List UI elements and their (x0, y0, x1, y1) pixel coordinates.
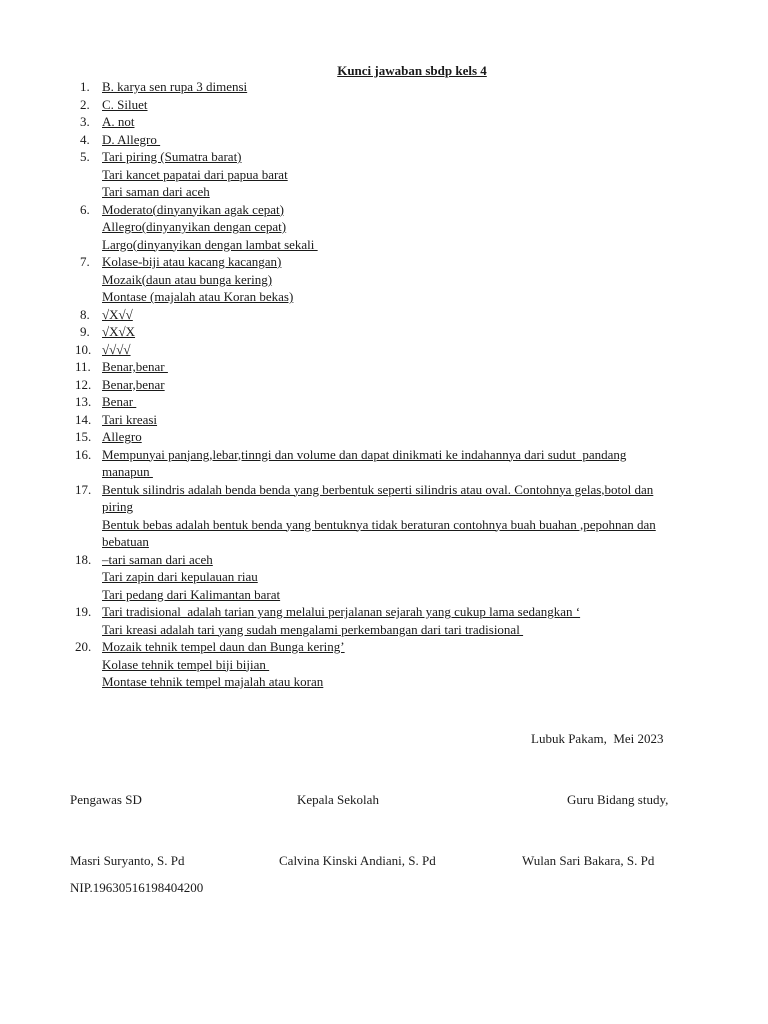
answer-line: √X√√ (102, 306, 133, 322)
answer-line: Benar,benar (102, 376, 165, 392)
answer-item (0, 131, 768, 149)
signature-title-teacher: Guru Bidang study, (567, 792, 669, 807)
answer-number: 8. (80, 306, 90, 322)
answer-item (0, 323, 768, 341)
answer-line: Tari kreasi (102, 411, 158, 427)
answer-item (0, 78, 768, 96)
answer-number: 6. (80, 201, 90, 217)
answer-line: Moderato(dinyanyikan agak cepat) (102, 201, 284, 217)
signature-name-supervisor: Masri Suryanto, S. Pd (70, 853, 185, 868)
answer-item (0, 96, 768, 114)
answer-line: Tari zapin dari kepulauan riau (102, 569, 258, 584)
answer-line: –tari saman dari aceh (102, 551, 213, 567)
answer-number: 16. (75, 446, 92, 462)
place-date: Lubuk Pakam, Mei 2023 (531, 731, 664, 746)
answer-line: Montase (majalah atau Koran bekas) (102, 289, 294, 304)
signature-title-principal: Kepala Sekolah (297, 792, 379, 807)
answer-line: Benar (102, 394, 137, 409)
answer-line: Largo(dinyanyikan dengan lambat sekali (102, 236, 318, 252)
answer-line: Montase tehnik tempel majalah atau koran (102, 674, 324, 689)
answer-item (0, 446, 768, 481)
answer-number: 10. (75, 341, 92, 357)
answer-number: 3. (80, 114, 90, 129)
answer-line: Tari piring (Sumatra barat) (102, 149, 242, 164)
answer-line: Allegro (102, 429, 142, 444)
answer-item (0, 148, 768, 201)
answer-number: 13. (75, 394, 92, 409)
answer-number: 15. (75, 429, 92, 444)
signature-title-supervisor: Pengawas SD (70, 792, 142, 807)
answer-number: 20. (75, 639, 92, 654)
answer-number: 17. (75, 481, 92, 497)
answer-item (0, 201, 768, 254)
answer-number: 18. (75, 551, 92, 567)
answer-line: C. Siluet (102, 96, 148, 112)
answer-item (0, 551, 768, 604)
answer-item (0, 481, 768, 551)
answer-line: Mozaik tehnik tempel daun dan Bunga kering’ (102, 639, 345, 654)
answer-line: Benar,benar (102, 359, 168, 374)
answer-line: Mozaik(daun atau bunga kering) (102, 271, 273, 287)
signature-name-principal: Calvina Kinski Andiani, S. Pd (279, 853, 436, 868)
signature-name-teacher: Wulan Sari Bakara, S. Pd (522, 853, 655, 868)
nip-number: NIP.19630516198404200 (70, 880, 204, 895)
answer-line: A. not (102, 114, 135, 129)
answer-line: Mempunyai panjang,lebar,tinngi dan volume dan dapat dinikmati ke indahannya dari sudut pandang (102, 446, 627, 462)
document-title: Kunci jawaban sbdp kels 4 (337, 63, 487, 78)
answer-number: 11. (75, 359, 91, 374)
answer-number: 14. (75, 411, 92, 427)
answer-item (0, 358, 768, 376)
answer-number: 19. (75, 604, 92, 619)
answer-line: Tari pedang dari Kalimantan barat (102, 586, 281, 602)
answer-line: √√√√ (102, 341, 131, 357)
answer-item (0, 393, 768, 411)
answer-number: 5. (80, 149, 90, 164)
answer-line: manapun (102, 464, 153, 479)
answer-number: 1. (80, 79, 90, 94)
answer-line: Tari saman dari aceh (102, 184, 210, 199)
answer-number: 12. (75, 376, 92, 392)
answer-number: 7. (80, 254, 90, 269)
answer-line: Tari tradisional adalah tarian yang melalui perjalanan sejarah yang cukup lama sedangkan ‘ (102, 604, 581, 619)
answer-item (0, 603, 768, 638)
answer-line: Kolase-biji atau kacang kacangan) (102, 254, 282, 269)
answer-line: B. karya sen rupa 3 dimensi (102, 79, 248, 94)
answer-line: Tari kancet papatai dari papua barat (102, 166, 288, 182)
answer-number: 2. (80, 96, 90, 112)
answer-item (0, 341, 768, 359)
answer-item (0, 428, 768, 446)
answer-line: Bentuk bebas adalah bentuk benda yang bentuknya tidak beraturan contohnya buah buahan ,pepohnan dan (102, 516, 656, 532)
answer-line: Kolase tehnik tempel biji bijian (102, 656, 270, 672)
answer-item (0, 306, 768, 324)
answer-line: bebatuan (102, 534, 149, 549)
answer-number: 9. (80, 324, 90, 339)
answer-line: Tari kreasi adalah tari yang sudah mengalami perkembangan dari tari tradisional (102, 621, 524, 637)
answer-item (0, 638, 768, 691)
answer-number: 4. (80, 131, 90, 147)
answer-item (0, 411, 768, 429)
answer-line: D. Allegro (102, 131, 161, 147)
answer-line: piring (102, 499, 134, 514)
answer-item (0, 253, 768, 306)
answer-line: √X√X (102, 324, 136, 339)
answer-line: Allegro(dinyanyikan dengan cepat) (102, 219, 287, 234)
answer-item (0, 113, 768, 131)
answer-list (0, 78, 768, 691)
answer-item (0, 376, 768, 394)
answer-line: Bentuk silindris adalah benda benda yang berbentuk seperti silindris atau oval. Contohnya gelas,botol dan (102, 481, 654, 497)
